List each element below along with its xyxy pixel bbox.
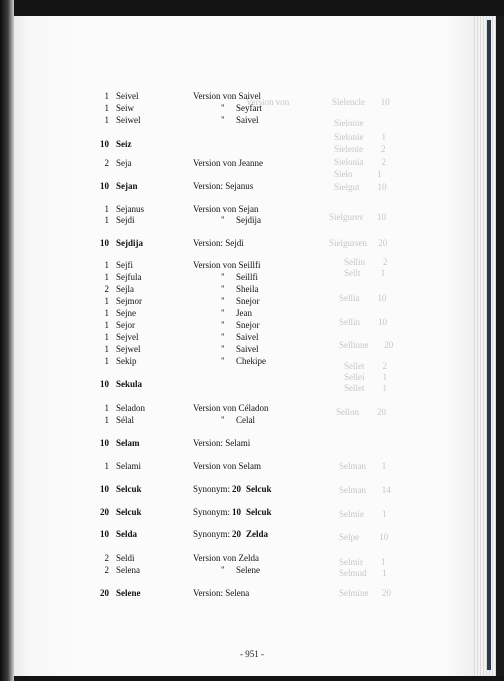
entry-reference: Saivel — [236, 344, 259, 354]
bleed-through-text: Selmir 1 — [339, 557, 386, 567]
entry-number: 1 — [104, 415, 109, 425]
entry-reference: Seillfi — [236, 272, 258, 282]
ditto-mark: " — [221, 344, 225, 354]
entry-name: Selcuk — [116, 507, 142, 517]
synonym-name: Zelda — [246, 529, 269, 539]
entry-name: Sejne — [116, 308, 136, 318]
entry-name: Selene — [116, 588, 141, 598]
entry-name: Sejwel — [116, 344, 141, 354]
bleed-through-text: Sielonia 2 — [334, 157, 386, 167]
entry-name: Sejfi — [116, 260, 133, 270]
entry-number: 10 — [100, 484, 109, 494]
entry-name: Selena — [116, 565, 140, 575]
entry-number: 2 — [104, 158, 109, 168]
entry-name: Sejvel — [116, 332, 139, 342]
entry-number: 1 — [104, 260, 109, 270]
bleed-through-text: Sellon 20 — [336, 407, 387, 417]
ditto-mark: " — [221, 356, 225, 366]
bleed-through-text: Sellin 10 — [339, 317, 388, 327]
bleed-through-text: Version von — [246, 97, 290, 107]
synonym-name: Selcuk — [246, 484, 272, 494]
entry-reference: Saivel — [236, 332, 259, 342]
entry-number: 1 — [104, 403, 109, 413]
entry-reference: Version von Céladon — [193, 403, 269, 413]
entry-number: 10 — [100, 181, 109, 191]
ditto-mark: " — [221, 565, 225, 575]
entry-reference: Celal — [236, 415, 255, 425]
synonym-label: Synonym: — [193, 529, 231, 539]
bleed-through-text: Sellt 1 — [344, 268, 386, 278]
book-page — [14, 16, 474, 676]
bleed-through-text: Selman 14 — [339, 485, 391, 495]
bleed-through-text: Sielo 1 — [334, 169, 382, 179]
entry-reference: Version von Seillfi — [193, 260, 261, 270]
entry-reference: Version: Sejanus — [193, 181, 254, 191]
ditto-mark: " — [221, 296, 225, 306]
entry-number: 1 — [104, 272, 109, 282]
entry-reference: Version von Selam — [193, 461, 261, 471]
entry-number: 10 — [100, 379, 109, 389]
synonym-label: Synonym: — [193, 484, 231, 494]
entry-reference: Snejor — [236, 320, 260, 330]
entry-name: Sejla — [116, 284, 134, 294]
bookmark-ribbon — [487, 20, 491, 670]
entry-reference: Version: Sejdi — [193, 238, 244, 248]
entry-reference: Jean — [236, 308, 252, 318]
entry-reference: Sejdija — [236, 215, 261, 225]
entry-name: Sekula — [116, 379, 143, 389]
entry-name: Selda — [116, 529, 138, 539]
book-cover-edge — [496, 16, 504, 676]
entry-number: 20 — [100, 588, 109, 598]
ditto-mark: " — [221, 272, 225, 282]
entry-number: 2 — [104, 284, 109, 294]
entry-number: 1 — [104, 344, 109, 354]
entry-number: 2 — [104, 553, 109, 563]
entry-name: Seivel — [116, 91, 139, 101]
entry-number: 1 — [104, 356, 109, 366]
entry-name: Sejfula — [116, 272, 142, 282]
entry-number: 1 — [104, 91, 109, 101]
synonym-name: Selcuk — [246, 507, 272, 517]
entry-name: Seldi — [116, 553, 135, 563]
page-number: - 951 - — [240, 649, 264, 659]
bleed-through-text: Sielencle 10 — [332, 97, 390, 107]
entry-name: Seladon — [116, 403, 145, 413]
entry-name: Sejdi — [116, 215, 135, 225]
bleed-through-text: Sielonie 1 — [334, 132, 386, 142]
ditto-mark: " — [221, 215, 225, 225]
entry-number: 10 — [100, 529, 109, 539]
entry-name: Selami — [116, 461, 141, 471]
bleed-through-text: Selmud 1 — [339, 568, 387, 578]
entry-number: 2 — [104, 565, 109, 575]
entry-number: 10 — [100, 238, 109, 248]
bleed-through-text: Sielgurev 10 — [329, 212, 386, 222]
book-spine-shadow — [0, 0, 14, 681]
bleed-through-text: Sellia 10 — [339, 293, 387, 303]
entry-number: 1 — [104, 461, 109, 471]
synonym-number: 20 — [232, 484, 241, 494]
bleed-through-text: Sielgursen 20 — [329, 238, 388, 248]
bleed-through-text: Sellin 2 — [344, 257, 388, 267]
entry-name: Sélal — [116, 415, 134, 425]
entry-name: Sejor — [116, 320, 135, 330]
entry-number: 1 — [104, 204, 109, 214]
entry-number: 1 — [104, 103, 109, 113]
entry-reference: Chekipe — [236, 356, 266, 366]
entry-number: 1 — [104, 296, 109, 306]
entry-name: Sekip — [116, 356, 137, 366]
page-stack-edge — [474, 16, 496, 676]
entry-number: 10 — [100, 139, 109, 149]
ditto-mark: " — [221, 332, 225, 342]
entry-reference: Version von Saivel — [193, 91, 261, 101]
entry-reference: Version von Jeanne — [193, 158, 263, 168]
entry-reference: Version von Sejan — [193, 204, 259, 214]
entry-name: Sejmor — [116, 296, 142, 306]
bleed-through-text: Sellet 2 — [344, 361, 387, 371]
bleed-through-text: Sellei 1 — [344, 372, 387, 382]
entry-number: 10 — [100, 438, 109, 448]
bleed-through-text: Sellet 1 — [344, 383, 387, 393]
entry-reference: Snejor — [236, 296, 260, 306]
bleed-through-text: Selman 1 — [339, 461, 387, 471]
bleed-through-text: Selpe 10 — [339, 532, 389, 542]
entry-name: Selcuk — [116, 484, 142, 494]
entry-name: Seja — [116, 158, 132, 168]
bleed-through-text: Selmie 1 — [339, 509, 387, 519]
ditto-mark: " — [221, 284, 225, 294]
entry-name: Selam — [116, 438, 140, 448]
synonym-number: 10 — [232, 507, 241, 517]
entry-name: Sejan — [116, 181, 138, 191]
entry-reference: Selene — [236, 565, 260, 575]
bleed-through-text: Sielgut 10 — [334, 182, 387, 192]
entry-number: 1 — [104, 320, 109, 330]
entry-name: Sejdija — [116, 238, 143, 248]
synonym-number: 20 — [232, 529, 241, 539]
entry-number: 1 — [104, 215, 109, 225]
entry-reference: Sheila — [236, 284, 259, 294]
bleed-through-text: Sellinne 20 — [339, 340, 394, 350]
entry-number: 1 — [104, 332, 109, 342]
entry-reference: Seyfart — [236, 103, 262, 113]
ditto-mark: " — [221, 320, 225, 330]
bleed-through-text: Sielonie — [334, 118, 364, 128]
bleed-through-text: Selmine 20 — [339, 588, 391, 598]
ditto-mark: " — [221, 415, 225, 425]
entry-reference: Version von Zelda — [193, 553, 259, 563]
ditto-mark: " — [221, 115, 225, 125]
entry-name: Sejanus — [116, 204, 144, 214]
entry-number: 1 — [104, 115, 109, 125]
entry-reference: Saivel — [236, 115, 259, 125]
entry-reference: Version: Selami — [193, 438, 251, 448]
synonym-label: Synonym: — [193, 507, 231, 517]
entry-number: 1 — [104, 308, 109, 318]
entry-name: Seiz — [116, 139, 132, 149]
ditto-mark: " — [221, 103, 225, 113]
entry-name: Seiwel — [116, 115, 141, 125]
entry-number: 20 — [100, 507, 109, 517]
ditto-mark: " — [221, 308, 225, 318]
bleed-through-text: Sielenie 2 — [334, 144, 386, 154]
entry-name: Seiw — [116, 103, 134, 113]
entry-reference: Version: Selena — [193, 588, 250, 598]
